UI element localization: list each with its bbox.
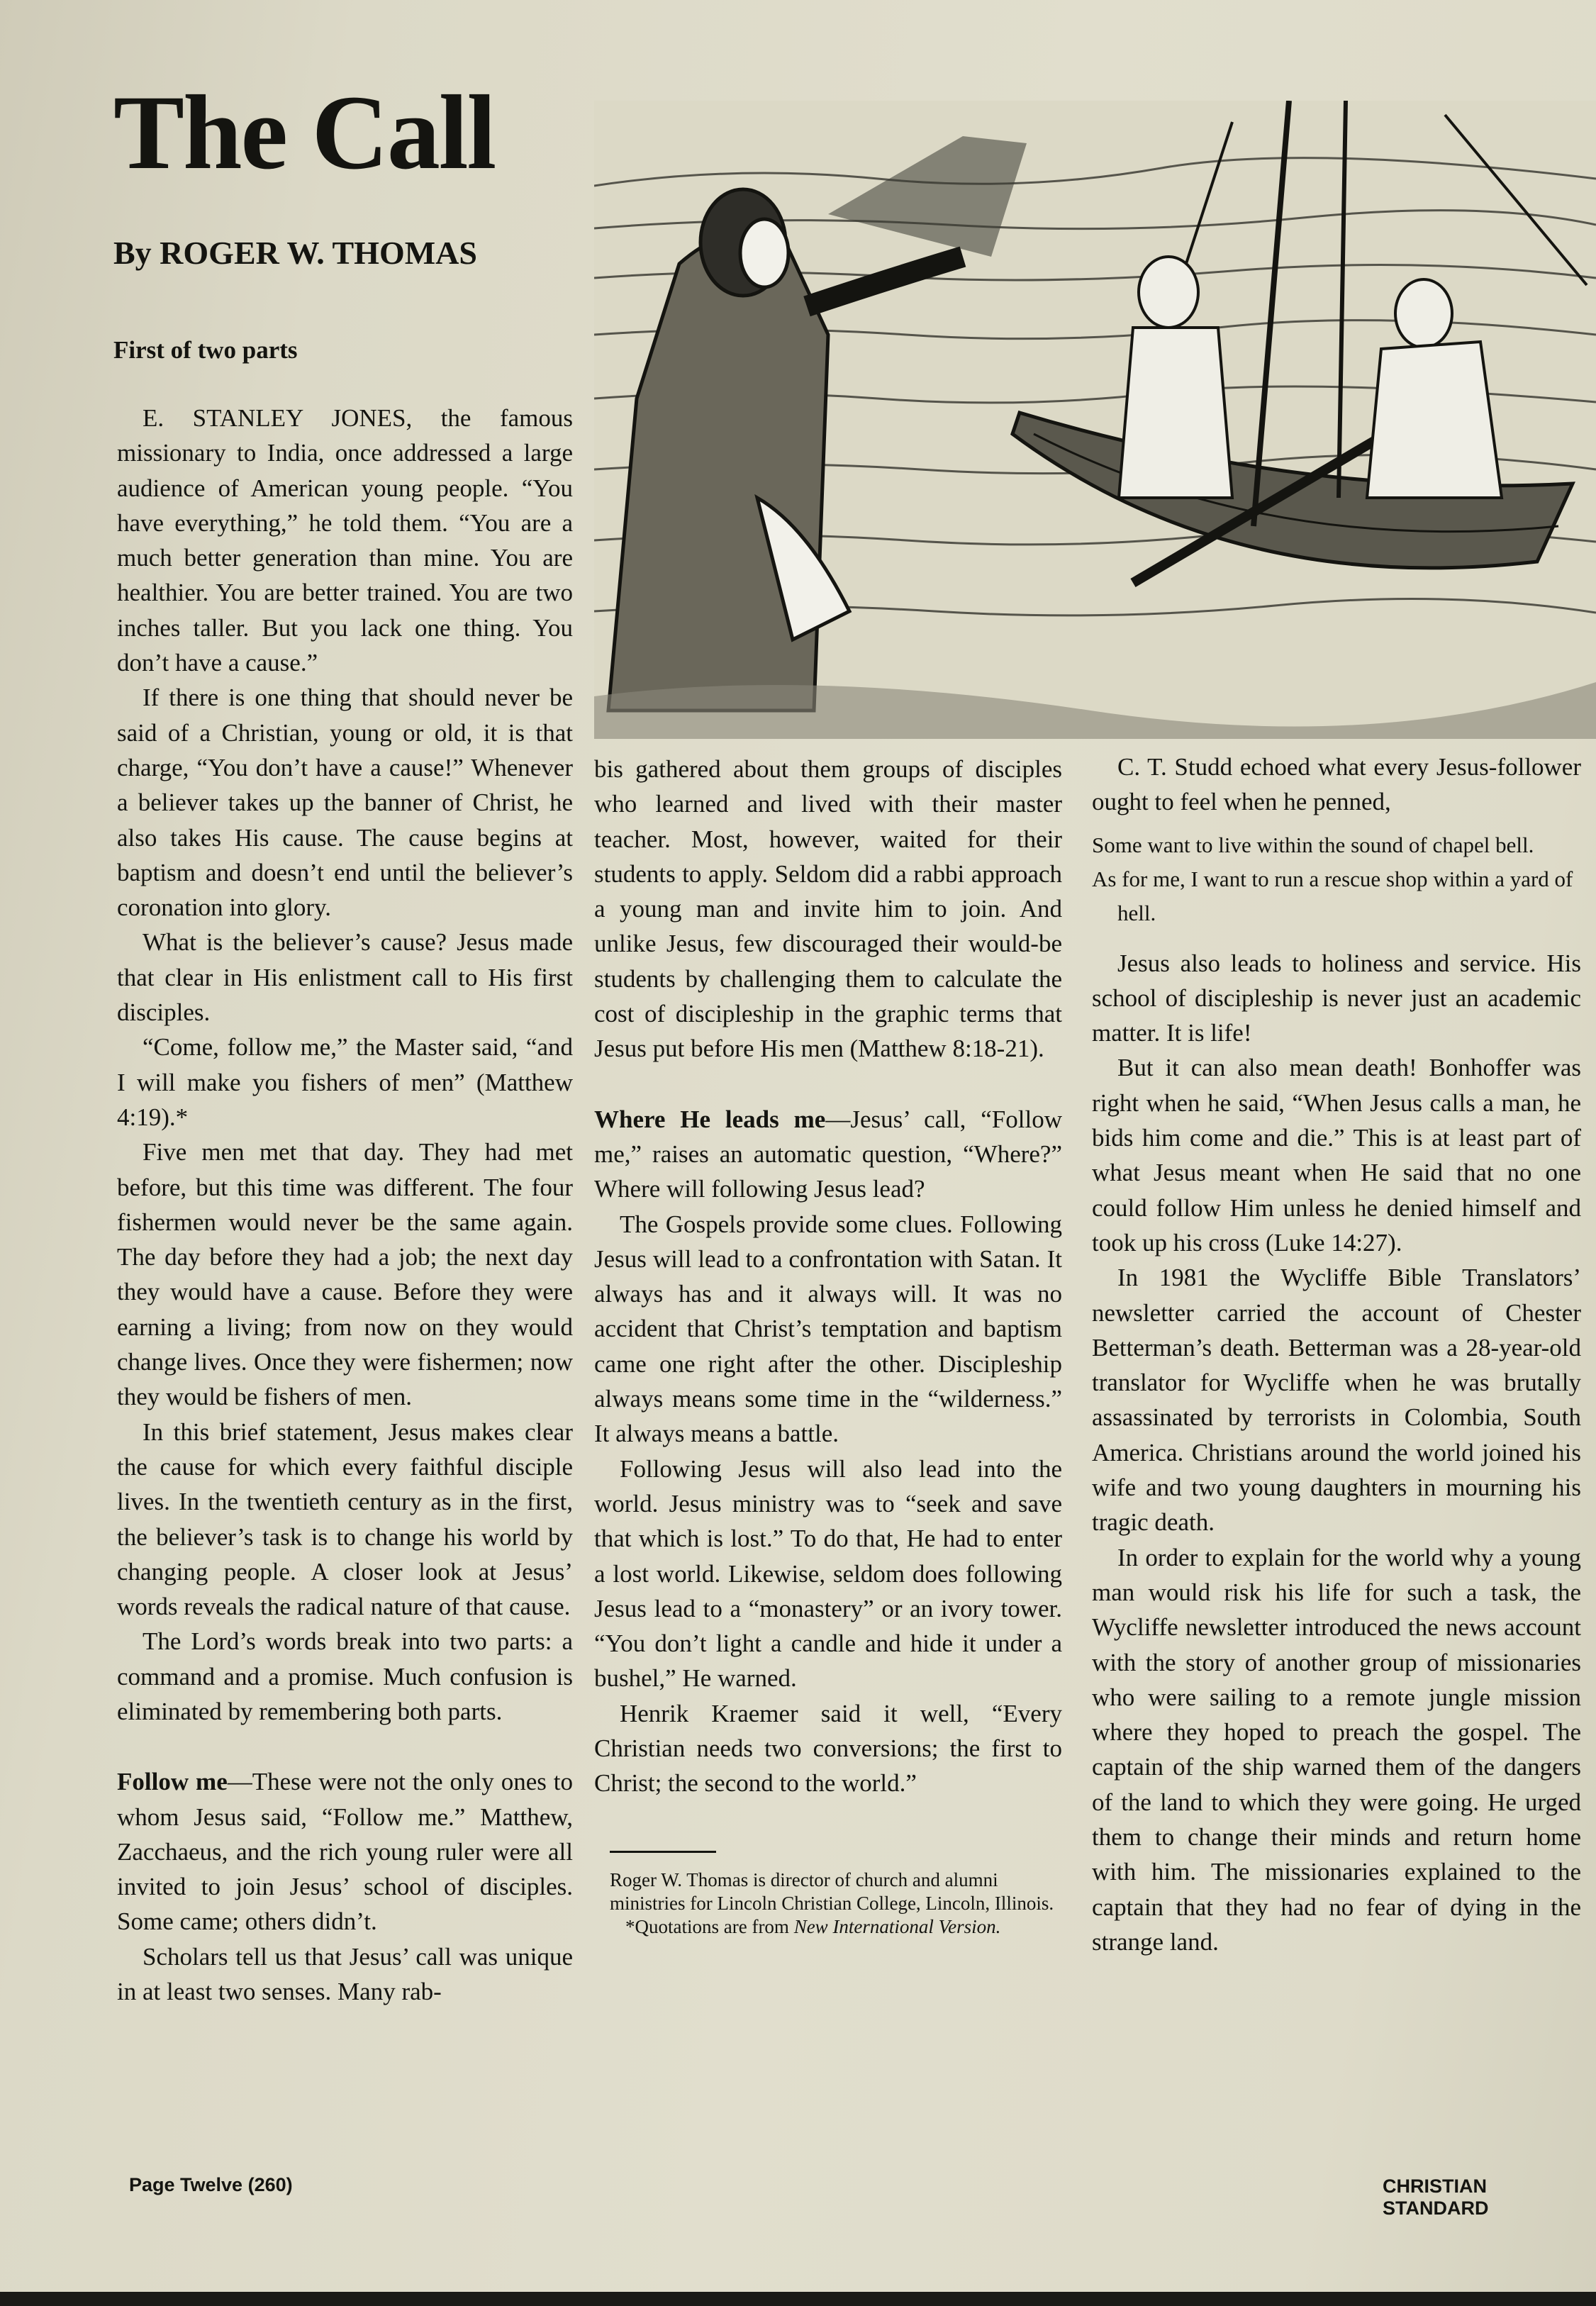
illustration-jesus-calling-fishermen bbox=[594, 101, 1596, 739]
paragraph: Henrik Kraemer said it well, “Every Christian needs two conversions; the first to Christ; the second to the world.” bbox=[594, 1699, 1062, 1798]
paragraph: The Lord’s words break into two parts: a command and a promise. Much confusion is eliminated by remembering both parts. bbox=[117, 1627, 573, 1725]
part-label: First of two parts bbox=[113, 336, 298, 364]
article-title: The Call bbox=[113, 74, 496, 191]
column-2 bbox=[594, 752, 1062, 1939]
author-note: Roger W. Thomas is director of church and alumni ministries for Lincoln Christian College, Lincoln, Illinois. bbox=[610, 1868, 1054, 1914]
paragraph: bis gathered about them groups of disciples who learned and lived with their master teacher. Most, however, waited for their students to apply. Seldom did a rabbi approach a young man and invite him to join. And unlike Jesus, few discouraged their would-be students by challenging them to calculate the cost of discipleship in the graphic terms that Jesus put before His men (Matthew 8:18-21). bbox=[594, 755, 1062, 1063]
poem-line: As for me, I want to run a rescue shop within a yard of hell. bbox=[1092, 866, 1573, 925]
paragraph: In 1981 the Wycliffe Bible Translators’ newsletter carried the account of Chester Betterman’s death. Betterman was a 28-year-old translator for Wycliffe when he was brutally assassinated by terrorists in Colombia, South America. Christians around the world joined his wife and two young daughters in mourning his tragic death. bbox=[1092, 1264, 1581, 1537]
paragraph: C. T. Studd echoed what every Jesus-follower ought to feel when he penned, bbox=[1092, 753, 1581, 816]
paragraph: But it can also mean death! Bonhoffer was right when he said, “When Jesus calls a man, he bids him come and die.” This is at least part of what Jesus meant when He said that no one could follow Him unless he denied himself and took up his cross (Luke 14:27). bbox=[1092, 1054, 1581, 1257]
page-number: Page Twelve (260) bbox=[129, 2174, 293, 2195]
paragraph: E. STANLEY JONES, the famous missionary to India, once addressed a large audience of American young people. “You have everything,” he told them. “You are a much better generation than mine. You are healthier. You are better trained. You are two inches taller. But you lack one thing. You don’t have a cause.” bbox=[117, 404, 573, 677]
paragraph: “Come, follow me,” the Master said, “and I will make you fishers of men” (Matthew 4:19).* bbox=[117, 1033, 573, 1131]
column-1 bbox=[117, 401, 573, 2009]
paragraph: Scholars tell us that Jesus’ call was unique in at least two senses. Many rab- bbox=[117, 1942, 573, 2006]
footnote-rule bbox=[610, 1851, 716, 1853]
paragraph-with-subhead: Where He leads me—Jesus’ call, “Follow me,” raises an automatic question, “Where?” Where will following Jesus lead? bbox=[594, 1105, 1062, 1203]
version-note: *Quotations are from New International Version. bbox=[625, 1915, 1001, 1937]
paragraph: In this brief statement, Jesus makes clear the cause for which every faithful disciple lives. In the twentieth century as in the first, the believer’s task is to change his world by changing people. A closer look at Jesus’ words reveals the radical nature of that cause. bbox=[117, 1417, 573, 1621]
paragraph: Jesus also leads to holiness and service. His school of discipleship is never just an academic matter. It is life! bbox=[1092, 949, 1581, 1047]
paragraph: Following Jesus will also lead into the world. Jesus ministry was to “seek and save that which is lost.” To do that, He had to enter a lost world. Likewise, seldom does following Jesus lead to a “monastery” or an ivory tower. “You don’t light a candle and hide it under a bushel,” He warned. bbox=[594, 1454, 1062, 1693]
poem-quote bbox=[1092, 828, 1581, 930]
paragraph: In order to explain for the world why a young man would risk his life for such a task, the Wycliffe newsletter introduced the news account with the story of another group of missionaries who were sailing to a remote jungle mission where they hoped to preach the gospel. The captain of the ship warned them of the dangers of the land to which they were going. He urged them to change their minds and return home with him. The missionaries explained to the captain that they had no fear of dying in the strange land. bbox=[1092, 1543, 1581, 1956]
subhead-follow-me: Follow me bbox=[117, 1768, 228, 1796]
paragraph-with-subhead: Follow me—These were not the only ones to whom Jesus said, “Follow me.” Matthew, Zacchaeus, and the rich young ruler were all invited to join Jesus’ school of disciples. Some came; others didn’t. bbox=[117, 1768, 574, 1936]
byline: By ROGER W. THOMAS bbox=[113, 235, 477, 271]
subhead-where-he-leads-me: Where He leads me bbox=[594, 1105, 826, 1133]
paragraph: The Gospels provide some clues. Following Jesus will lead to a confrontation with Satan. It always has and it always will. It was no accident that Christ’s temptation and baptism came one right after the other. Discipleship always means some time in the “wilderness.” It always means a battle. bbox=[594, 1210, 1062, 1448]
footnotes bbox=[594, 1868, 1062, 1939]
column-3 bbox=[1092, 750, 1581, 1959]
poem-line: Some want to live within the sound of chapel bell. bbox=[1092, 832, 1534, 857]
paragraph: What is the believer’s cause? Jesus made that clear in His enlistment call to His first disciples. bbox=[117, 928, 573, 1027]
paragraph: If there is one thing that should never be said of a Christian, young or old, it is that charge, “You don’t have a cause!” Whenever a believer takes up the banner of Christ, he also takes His cause. The cause begins at baptism and doesn’t end until the believer’s coronation into glory. bbox=[117, 684, 573, 922]
publication-name: CHRISTIAN STANDARD bbox=[1383, 2176, 1489, 2219]
paragraph: Five men met that day. They had met before, but this time was different. The four fishermen would never be the same again. The day before they had a job; the next day they would have a cause. Before they were earning a living; from now on they would change lives. Once they were fishermen; now they would be fishers of men. bbox=[117, 1138, 573, 1411]
